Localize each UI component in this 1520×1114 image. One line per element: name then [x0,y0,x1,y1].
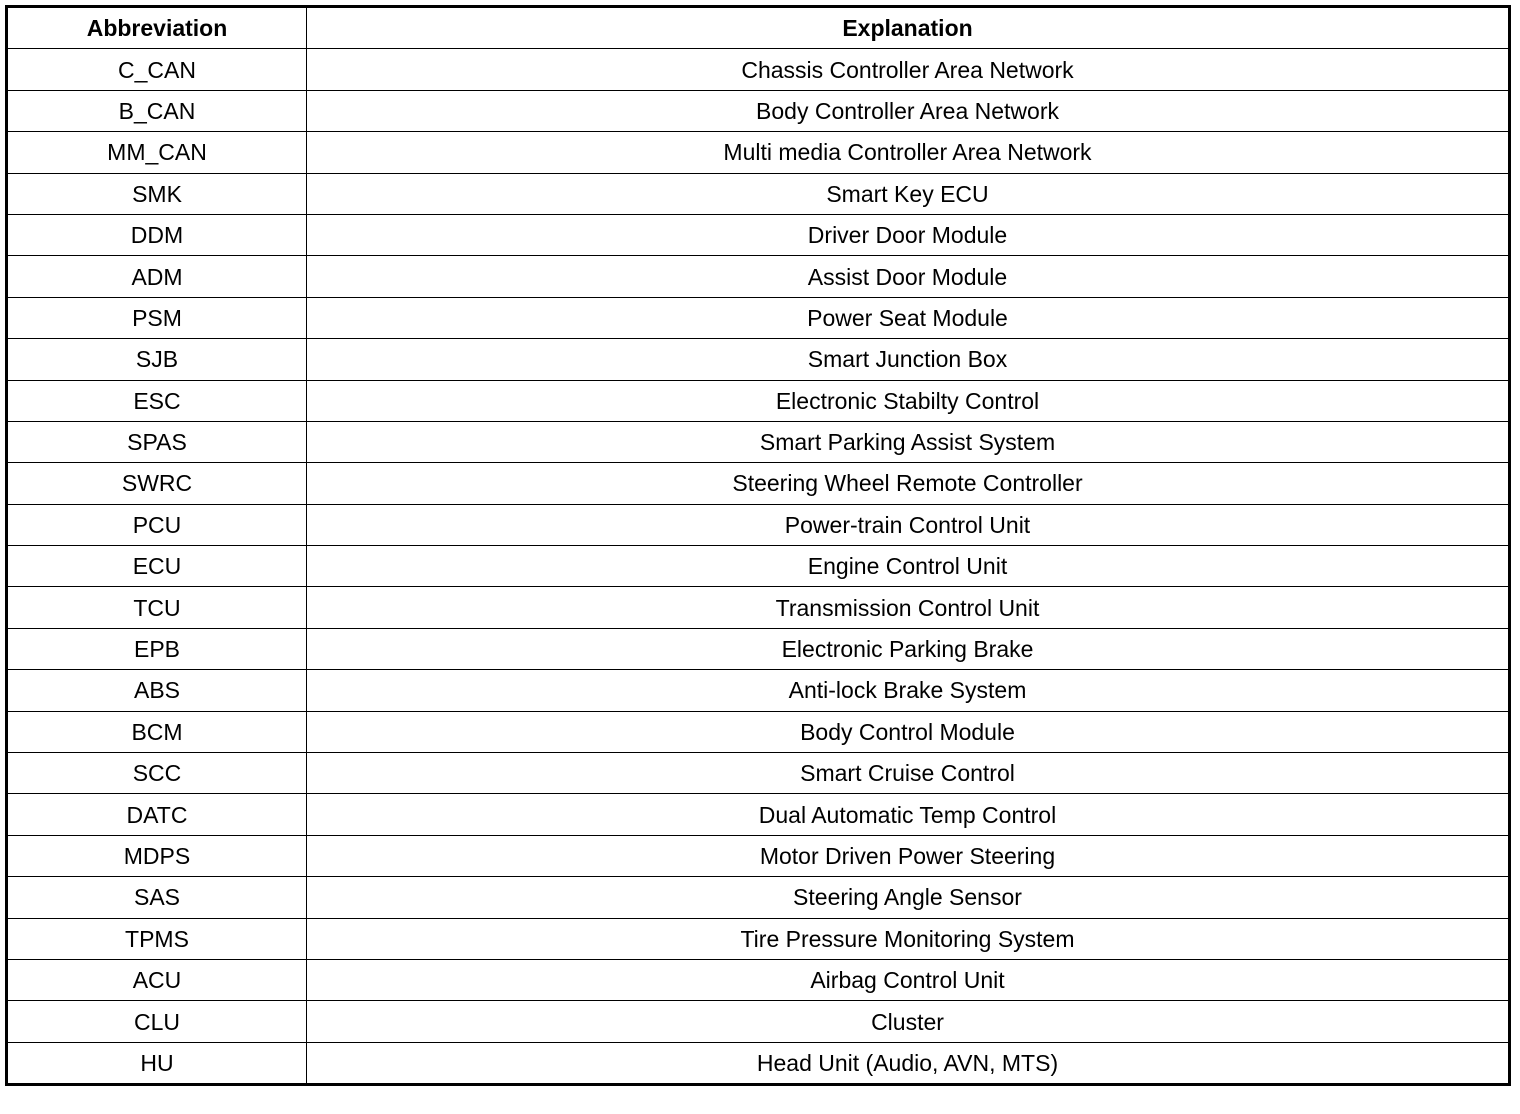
explanation-cell: Electronic Stabilty Control [307,380,1510,421]
abbreviation-cell: HU [7,1042,307,1084]
abbreviation-cell: TPMS [7,918,307,959]
abbreviation-cell: SAS [7,877,307,918]
table-row [7,1042,1510,1084]
abbreviation-cell: ABS [7,670,307,711]
explanation-cell: Smart Junction Box [307,339,1510,380]
table-row [7,339,1510,380]
explanation-cell: Head Unit (Audio, AVN, MTS) [307,1042,1510,1084]
explanation-cell: Anti-lock Brake System [307,670,1510,711]
abbreviation-cell: SPAS [7,421,307,462]
abbreviation-cell: EPB [7,628,307,669]
explanation-cell: Electronic Parking Brake [307,628,1510,669]
table-row [7,546,1510,587]
table-row [7,504,1510,545]
table-row [7,959,1510,1000]
abbreviation-cell: SWRC [7,463,307,504]
header-row [7,7,1510,49]
explanation-cell: Smart Cruise Control [307,753,1510,794]
table-row [7,380,1510,421]
table-row [7,297,1510,338]
abbreviation-cell: PCU [7,504,307,545]
table-row [7,463,1510,504]
table-row [7,421,1510,462]
table-header [7,7,1510,49]
table-row [7,628,1510,669]
table-row [7,173,1510,214]
abbreviation-cell: MDPS [7,835,307,876]
abbreviation-cell: MM_CAN [7,132,307,173]
table-row [7,918,1510,959]
explanation-cell: Chassis Controller Area Network [307,49,1510,90]
header-explanation: Explanation [307,7,1510,49]
abbreviation-table [5,5,1511,1086]
explanation-cell: Smart Key ECU [307,173,1510,214]
explanation-cell: Smart Parking Assist System [307,421,1510,462]
abbreviation-cell: ADM [7,256,307,297]
explanation-cell: Power Seat Module [307,297,1510,338]
explanation-cell: Driver Door Module [307,214,1510,255]
explanation-cell: Body Controller Area Network [307,90,1510,131]
abbreviation-cell: SCC [7,753,307,794]
table-row [7,1001,1510,1042]
explanation-cell: Airbag Control Unit [307,959,1510,1000]
abbreviation-cell: B_CAN [7,90,307,131]
table-row [7,753,1510,794]
table-row [7,214,1510,255]
table-row [7,835,1510,876]
explanation-cell: Engine Control Unit [307,546,1510,587]
abbreviation-cell: PSM [7,297,307,338]
table-body [7,49,1510,1085]
explanation-cell: Assist Door Module [307,256,1510,297]
table-row [7,670,1510,711]
abbreviation-cell: ACU [7,959,307,1000]
header-abbreviation: Abbreviation [7,7,307,49]
abbreviation-cell: SJB [7,339,307,380]
abbreviation-cell: BCM [7,711,307,752]
explanation-cell: Motor Driven Power Steering [307,835,1510,876]
abbreviation-cell: CLU [7,1001,307,1042]
explanation-cell: Tire Pressure Monitoring System [307,918,1510,959]
abbreviation-cell: SMK [7,173,307,214]
abbreviation-cell: C_CAN [7,49,307,90]
abbreviation-cell: ECU [7,546,307,587]
abbreviation-cell: DDM [7,214,307,255]
explanation-cell: Power-train Control Unit [307,504,1510,545]
table-row [7,256,1510,297]
explanation-cell: Steering Wheel Remote Controller [307,463,1510,504]
explanation-cell: Body Control Module [307,711,1510,752]
explanation-cell: Cluster [307,1001,1510,1042]
abbreviation-cell: DATC [7,794,307,835]
explanation-cell: Multi media Controller Area Network [307,132,1510,173]
table-row [7,877,1510,918]
table-row [7,794,1510,835]
explanation-cell: Transmission Control Unit [307,587,1510,628]
table-row [7,132,1510,173]
table-row [7,711,1510,752]
table-row [7,587,1510,628]
table-row [7,49,1510,90]
explanation-cell: Steering Angle Sensor [307,877,1510,918]
abbreviation-cell: TCU [7,587,307,628]
table-row [7,90,1510,131]
abbreviation-cell: ESC [7,380,307,421]
explanation-cell: Dual Automatic Temp Control [307,794,1510,835]
